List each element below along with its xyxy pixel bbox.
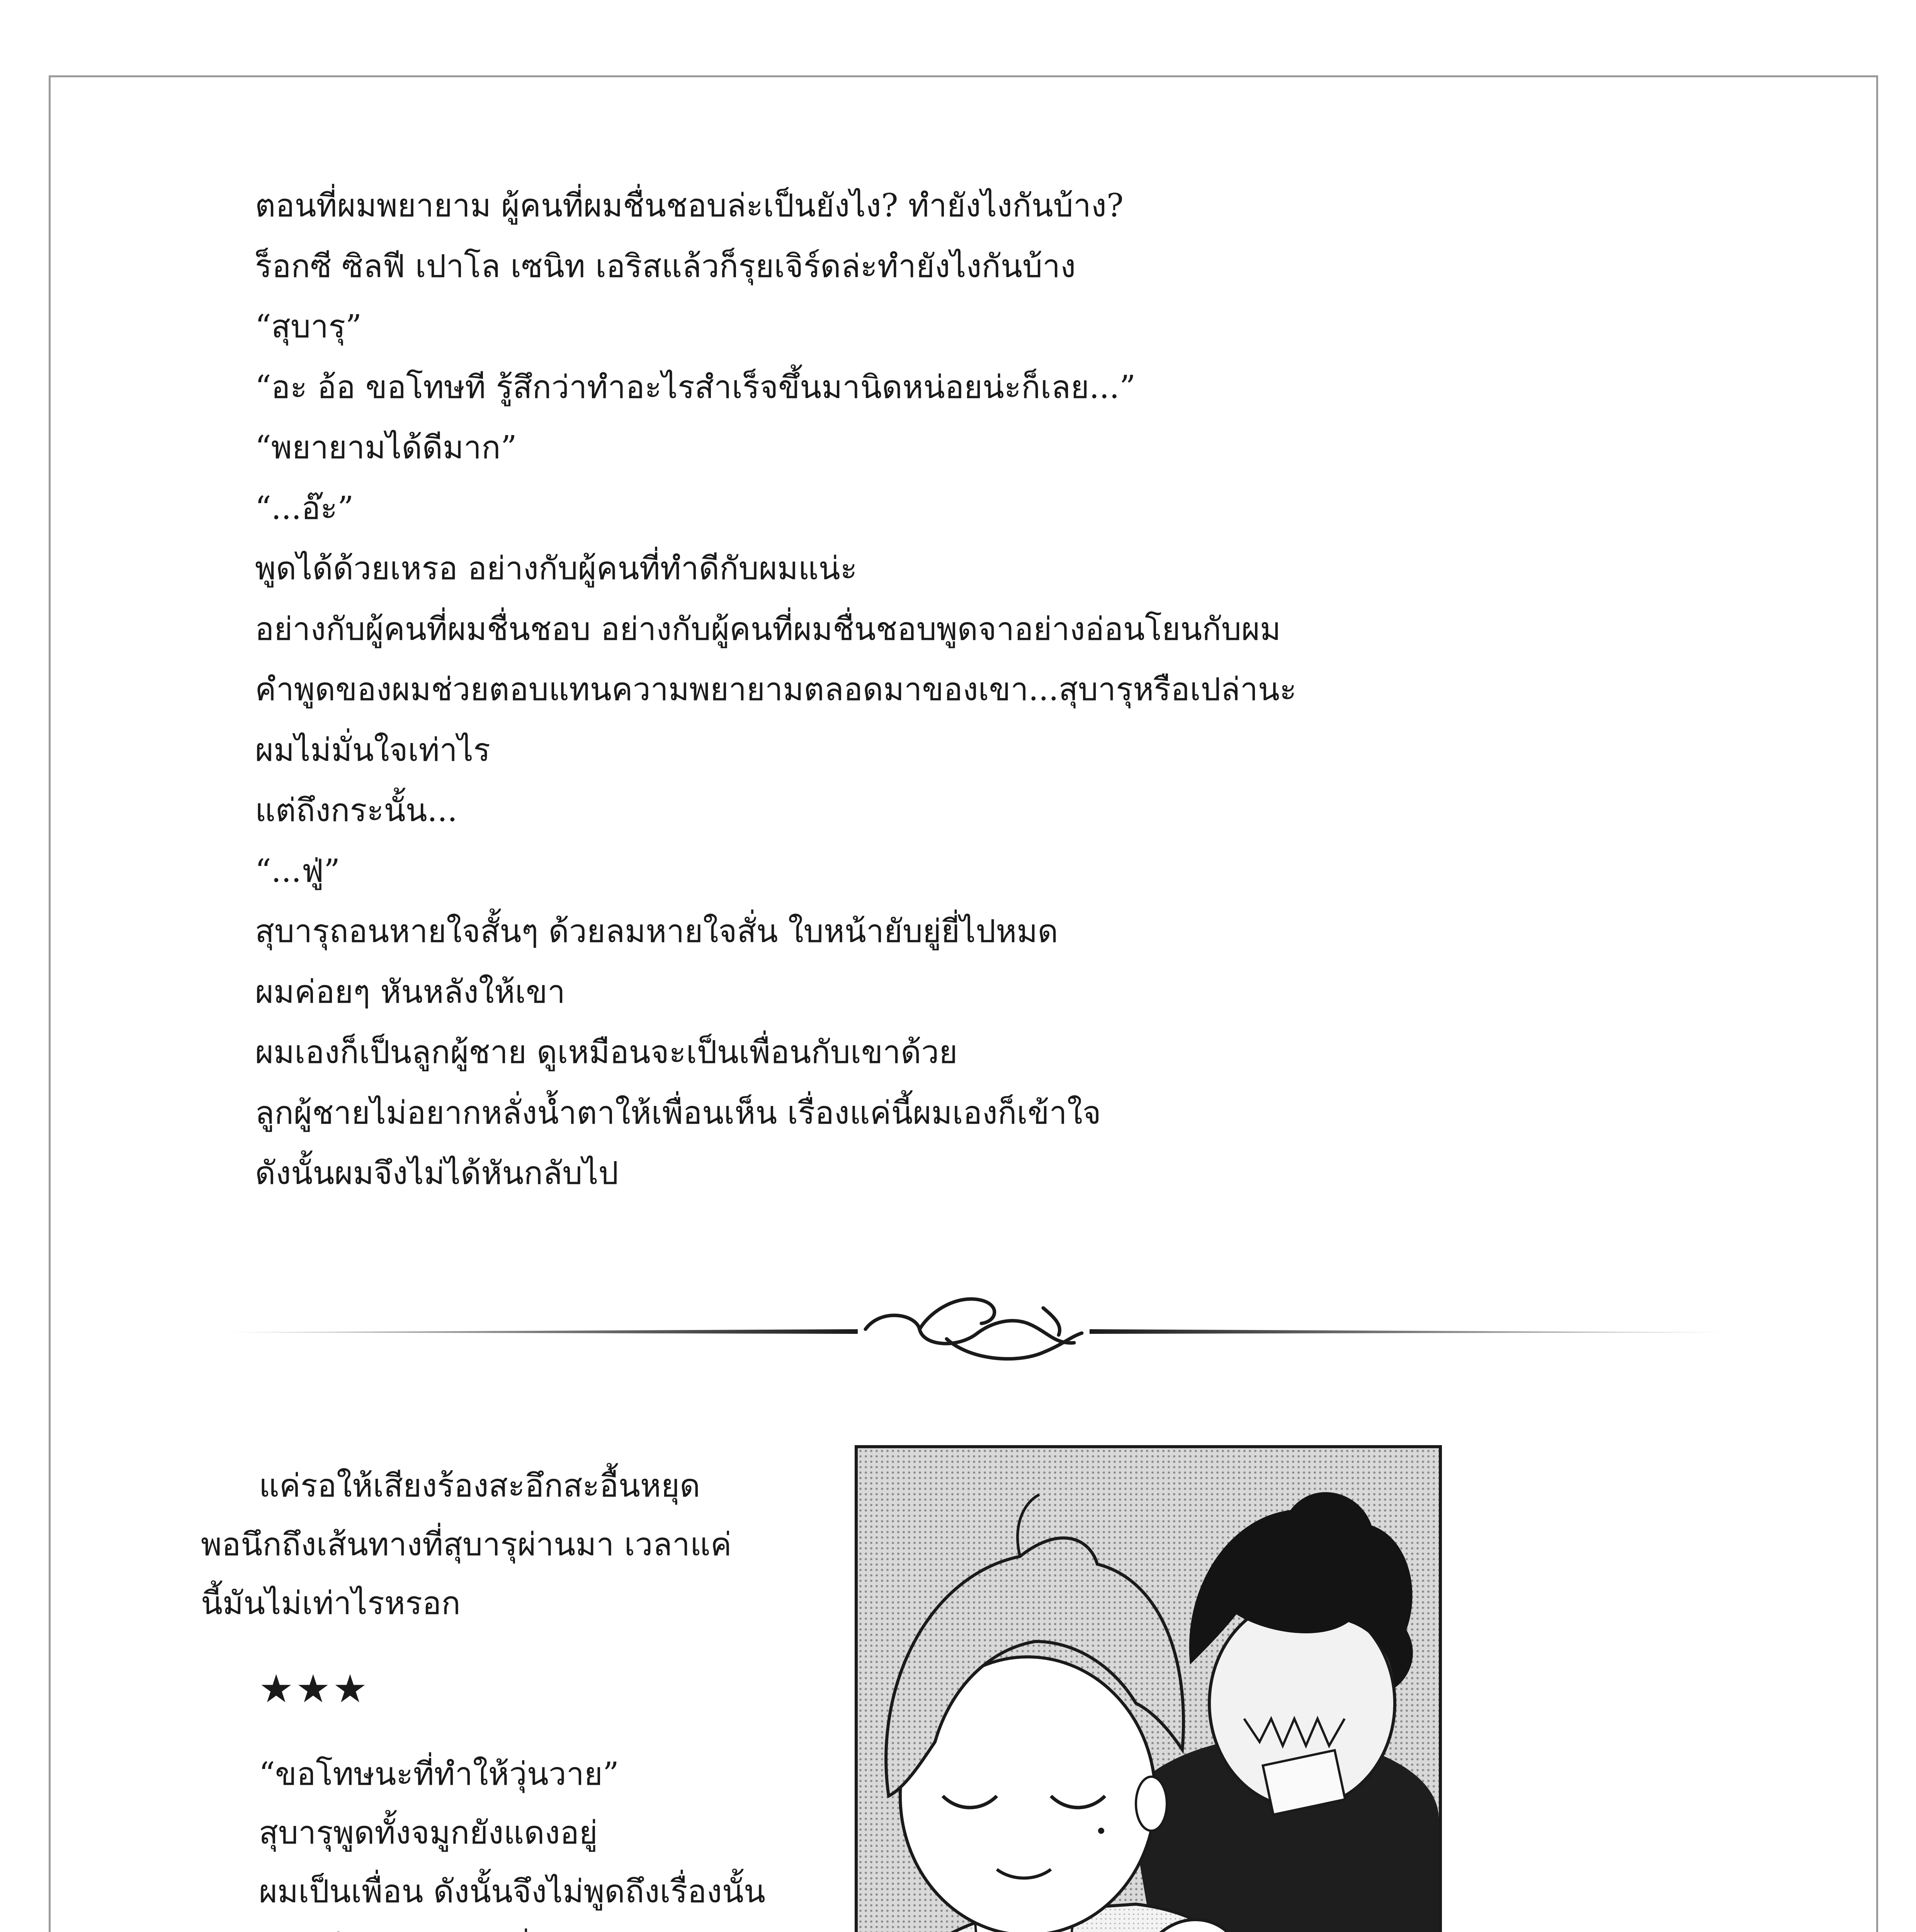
text-line: “อะ อ้อ ขอโทษที รู้สึกว่าทำอะไรสำเร็จขึ้นมานิดหน่อยน่ะก็เลย...” [255, 369, 1136, 406]
text-line [201, 1921, 835, 1932]
text-line: สุบารุพูดทั้งจมูกยังแดงอยู่ [259, 1815, 598, 1851]
text-line: “...อ๊ะ” [255, 490, 354, 527]
ear [1136, 1777, 1167, 1831]
bottom-text-block [201, 1457, 835, 1932]
page-frame-right [1876, 75, 1878, 1932]
text-line: ผมเป็นเพื่อน ดังนั้นจึงไม่พูดถึงเรื่องนั้น [259, 1873, 765, 1910]
divider-line-right [1090, 1329, 1723, 1334]
text-line: แต่ถึงกระนั้น... [255, 792, 457, 829]
text-line: ผมไม่มั่นใจเท่าไร [255, 731, 490, 769]
page-frame-top [49, 75, 1878, 77]
scene-break-stars: ★★★ [259, 1666, 370, 1711]
text-line: ดังนั้นผมจึงไม่ได้หันกลับไป [255, 1155, 619, 1192]
text-line: “ขอโทษนะที่ทำให้วุ่นวาย” [259, 1756, 619, 1793]
text-line: “สุบารุ” [255, 308, 362, 345]
text-line: พูดได้ด้วยเหรอ อย่างกับผู้คนที่ทำดีกับผมแน่ะ [255, 550, 857, 587]
text-line: “...ฟู่” [255, 852, 340, 889]
text-line: ลูกผู้ชายไม่อยากหลั่งน้ำตาให้เพื่อนเห็น เรื่องแค่นี้ผมเองก็เข้าใจ [255, 1094, 1101, 1131]
flourish-icon [865, 1299, 1082, 1359]
text-line: ผมค่อยๆ หันหลังให้เขา [255, 973, 566, 1010]
text-line: พอนึกถึงเส้นทางที่สุบารุผ่านมา เวลาแค่ [201, 1526, 732, 1563]
divider-line-left [224, 1329, 858, 1334]
manga-illustration [855, 1445, 1442, 1932]
beauty-mark [1098, 1828, 1104, 1834]
text-line: นี้มันไม่เท่าไรหรอก [201, 1585, 461, 1622]
top-text-block [255, 176, 1762, 1204]
text-line: แค่รอให้เสียงร้องสะอึกสะอื้นหยุด [259, 1468, 700, 1504]
text-line: “พยายามได้ดีมาก” [255, 429, 517, 466]
text-line: สุบารุถอนหายใจสั้นๆ ด้วยลมหายใจสั่น ใบหน้ายับยู่ยี่ไปหมด [255, 913, 1058, 950]
text-line: ผมเองก็เป็นลูกผู้ชาย ดูเหมือนจะเป็นเพื่อนกับเขาด้วย [255, 1034, 958, 1071]
text-line: อย่างกับผู้คนที่ผมชื่นชอบ อย่างกับผู้คนที่ผมชื่นชอบพูดจาอย่างอ่อนโยนกับผม [255, 611, 1281, 648]
text-line: ร็อกซี ซิลฟี เปาโล เซนิท เอริสแล้วก็รุยเจิร์ดล่ะทำยังไงกันบ้าง [255, 248, 1076, 285]
text-line: คำพูดของผมช่วยตอบแทนความพยายามตลอดมาของเขา...สุบารุหรือเปล่านะ [255, 671, 1297, 708]
ornamental-divider [224, 1271, 1723, 1387]
page-frame-left [49, 75, 51, 1932]
text-line: ตอนที่ผมพยายาม ผู้คนที่ผมชื่นชอบล่ะเป็นยังไง? ทำยังไงกันบ้าง? [255, 187, 1124, 224]
